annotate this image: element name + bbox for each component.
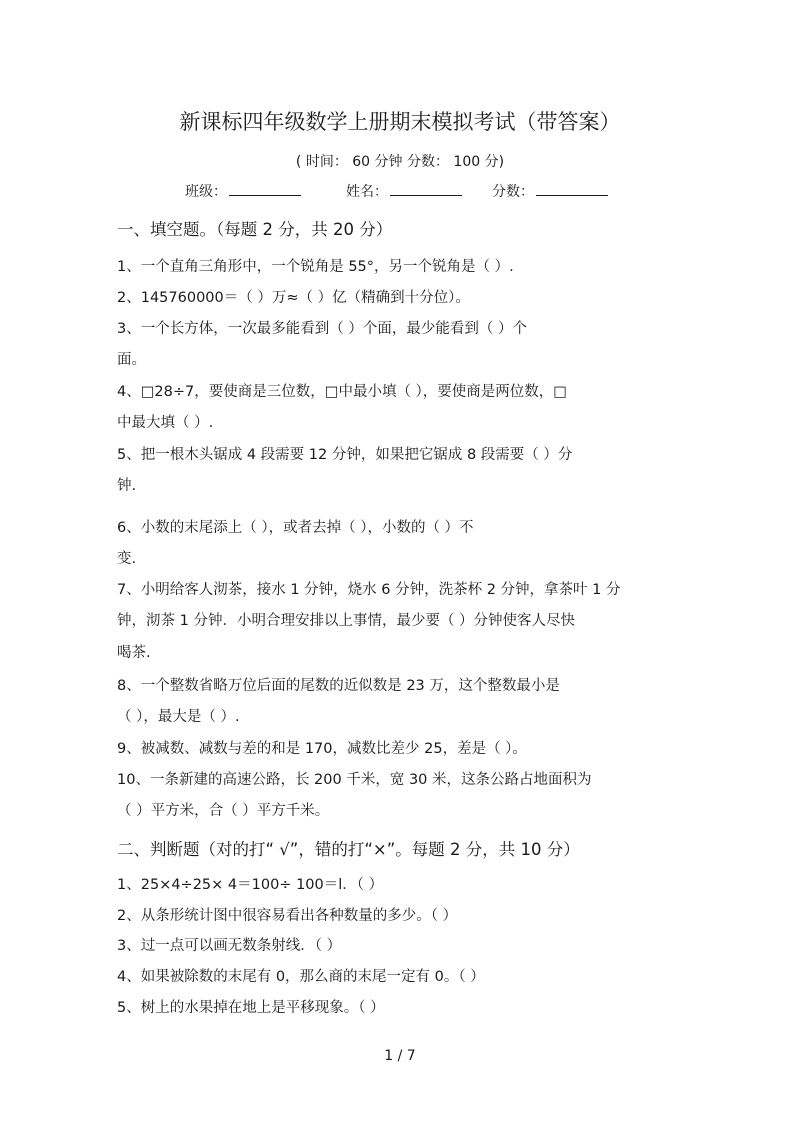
judgement-line: 2、从条形统计图中很容易看出各种数量的多少。（ ） (117, 908, 458, 924)
question-line: 钟，沏茶 1 分钟．小明合理安排以上事情，最少要（ ）分钟使客人尽快 (117, 613, 576, 629)
question-line: （ ），最大是（ ）. (117, 709, 240, 725)
score-label: 分数： (492, 184, 534, 200)
question-line: 钟. (117, 478, 137, 494)
question-line: （ ）平方米，合（ ）平方千米。 (117, 803, 330, 819)
name-field (346, 181, 462, 201)
question-line: 中最大填（ ）. (117, 415, 214, 431)
class-field (185, 181, 301, 201)
judgement-line: 1、25×4÷25× 4＝100÷ 100＝l．（ ） (117, 877, 384, 893)
section1-heading: 一、填空题。（每题 2 分，共 20 分） (117, 220, 393, 239)
judgement-line: 4、如果被除数的末尾有 0，那么商的末尾一定有 0。（ ） (117, 969, 485, 985)
page-title: 新课标四年级数学上册期末模拟考试（带答案） (179, 110, 621, 134)
question-line: 面。 (117, 352, 146, 368)
question-line: 喝茶. (117, 645, 151, 661)
name-blank (390, 181, 462, 196)
class-blank (229, 181, 301, 196)
question-line: 2、145760000＝（ ）万≈（ ）亿（精确到十分位）。 (117, 290, 470, 306)
question-line: 7、小明给客人沏茶，接水 1 分钟，烧水 6 分钟，洗茶杯 2 分钟，拿茶叶 1 分 (117, 582, 621, 598)
page-number: 1 / 7 (384, 1048, 416, 1064)
judgement-line: 3、过一点可以画无数条射线．（ ） (117, 938, 342, 954)
question-line: 6、小数的末尾添上（ ），或者去掉（ ），小数的（ ）不 (117, 520, 474, 536)
section2-heading: 二、判断题（对的打“ √”，错的打“×”。每题 2 分，共 10 分） (117, 840, 580, 859)
judgement-line: 5、树上的水果掉在地上是平移现象。（ ） (117, 1000, 385, 1016)
question-line: 3、一个长方体，一次最多能看到（ ）个面，最少能看到（ ）个 (117, 321, 527, 337)
name-label: 姓名： (346, 184, 388, 200)
score-blank (536, 181, 608, 196)
question-line: 5、把一根木头锯成 4 段需要 12 分钟，如果把它锯成 8 段需要（ ）分 (117, 447, 573, 463)
question-line: 10、一条新建的高速公路，长 200 千米，宽 30 米，这条公路占地面积为 (117, 772, 592, 788)
score-field (492, 181, 608, 201)
question-line: 8、一个整数省略万位后面的尾数的近似数是 23 万，这个整数最小是 (117, 678, 560, 694)
question-line: 9、被减数、减数与差的和是 170，减数比差少 25，差是（ ）。 (117, 741, 527, 757)
question-line: 1、一个直角三角形中，一个锐角是 55°，另一个锐角是（ ）. (117, 259, 514, 275)
class-label: 班级： (185, 184, 227, 200)
question-line: 4、□28÷7，要使商是三位数，□中最小填（ ），要使商是两位数，□ (117, 384, 568, 400)
question-line: 变. (117, 551, 137, 567)
exam-time-score: ( 时间： 60 分钟 分数： 100 分) (295, 154, 505, 170)
